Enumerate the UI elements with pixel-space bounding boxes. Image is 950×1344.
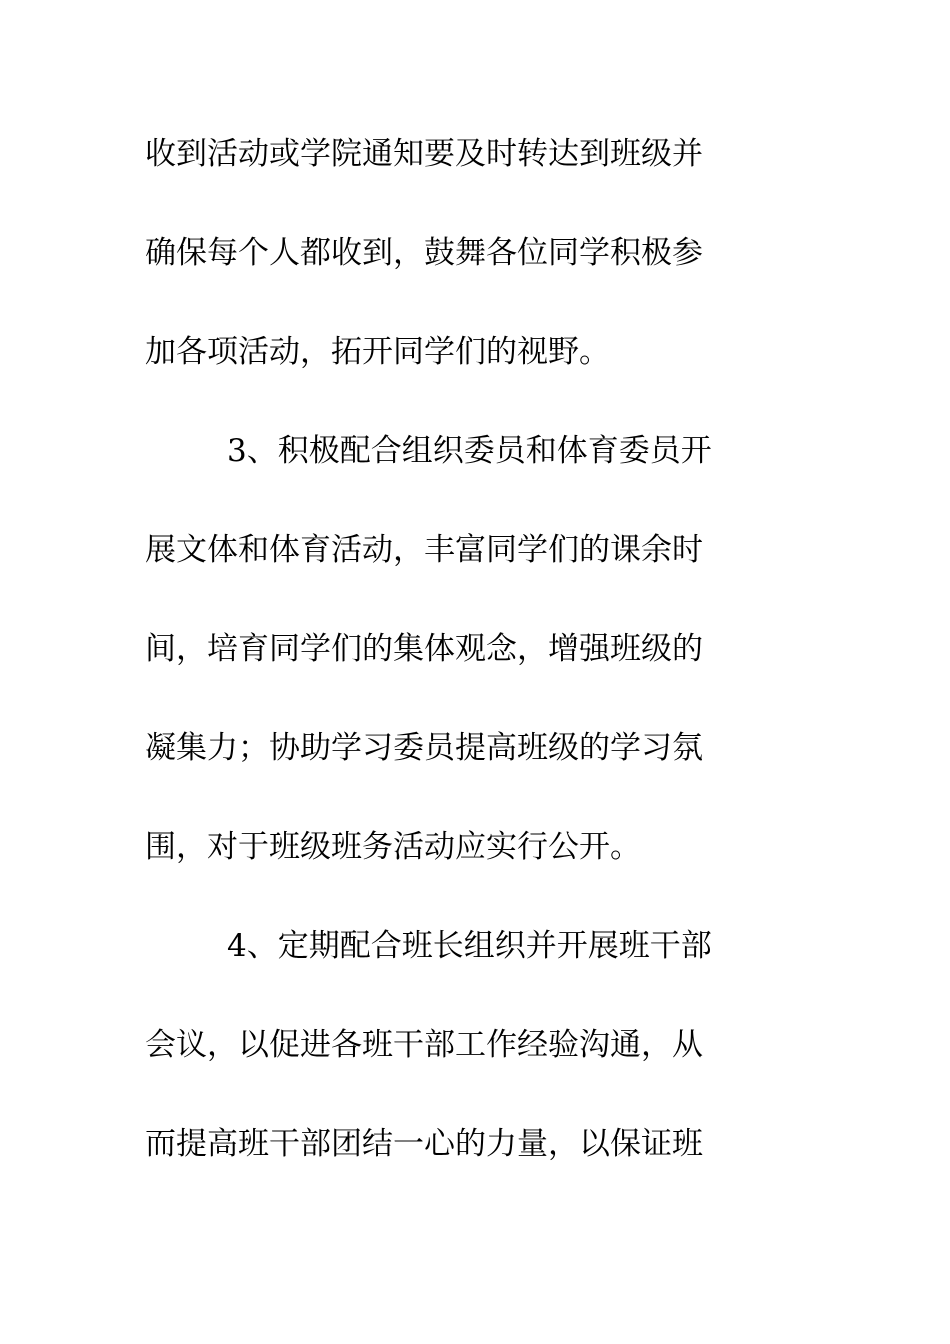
body-text xyxy=(145,124,785,1213)
text-line: 加各项活动，拓开同学们的视野。 xyxy=(145,334,610,370)
text-line: 围，对于班级班务活动应实行公开。 xyxy=(145,829,641,865)
text-line: 收到活动或学院通知要及时转达到班级并 xyxy=(145,136,703,172)
text-line: 而提高班干部团结一心的力量，以保证班 xyxy=(145,1126,703,1162)
text-line: 4、定期配合班长组织并开展班干部 xyxy=(227,928,712,964)
text-line: 3、积极配合组织委员和体育委员开 xyxy=(227,433,712,469)
text-line: 展文体和体育活动，丰富同学们的课余时 xyxy=(145,532,703,568)
text-line: 间，培育同学们的集体观念，增强班级的 xyxy=(145,631,703,667)
text-line: 会议，以促进各班干部工作经验沟通，从 xyxy=(145,1027,703,1063)
text-line: 确保每个人都收到，鼓舞各位同学积极参 xyxy=(145,235,703,271)
text-line: 凝集力；协助学习委员提高班级的学习氛 xyxy=(145,730,703,766)
